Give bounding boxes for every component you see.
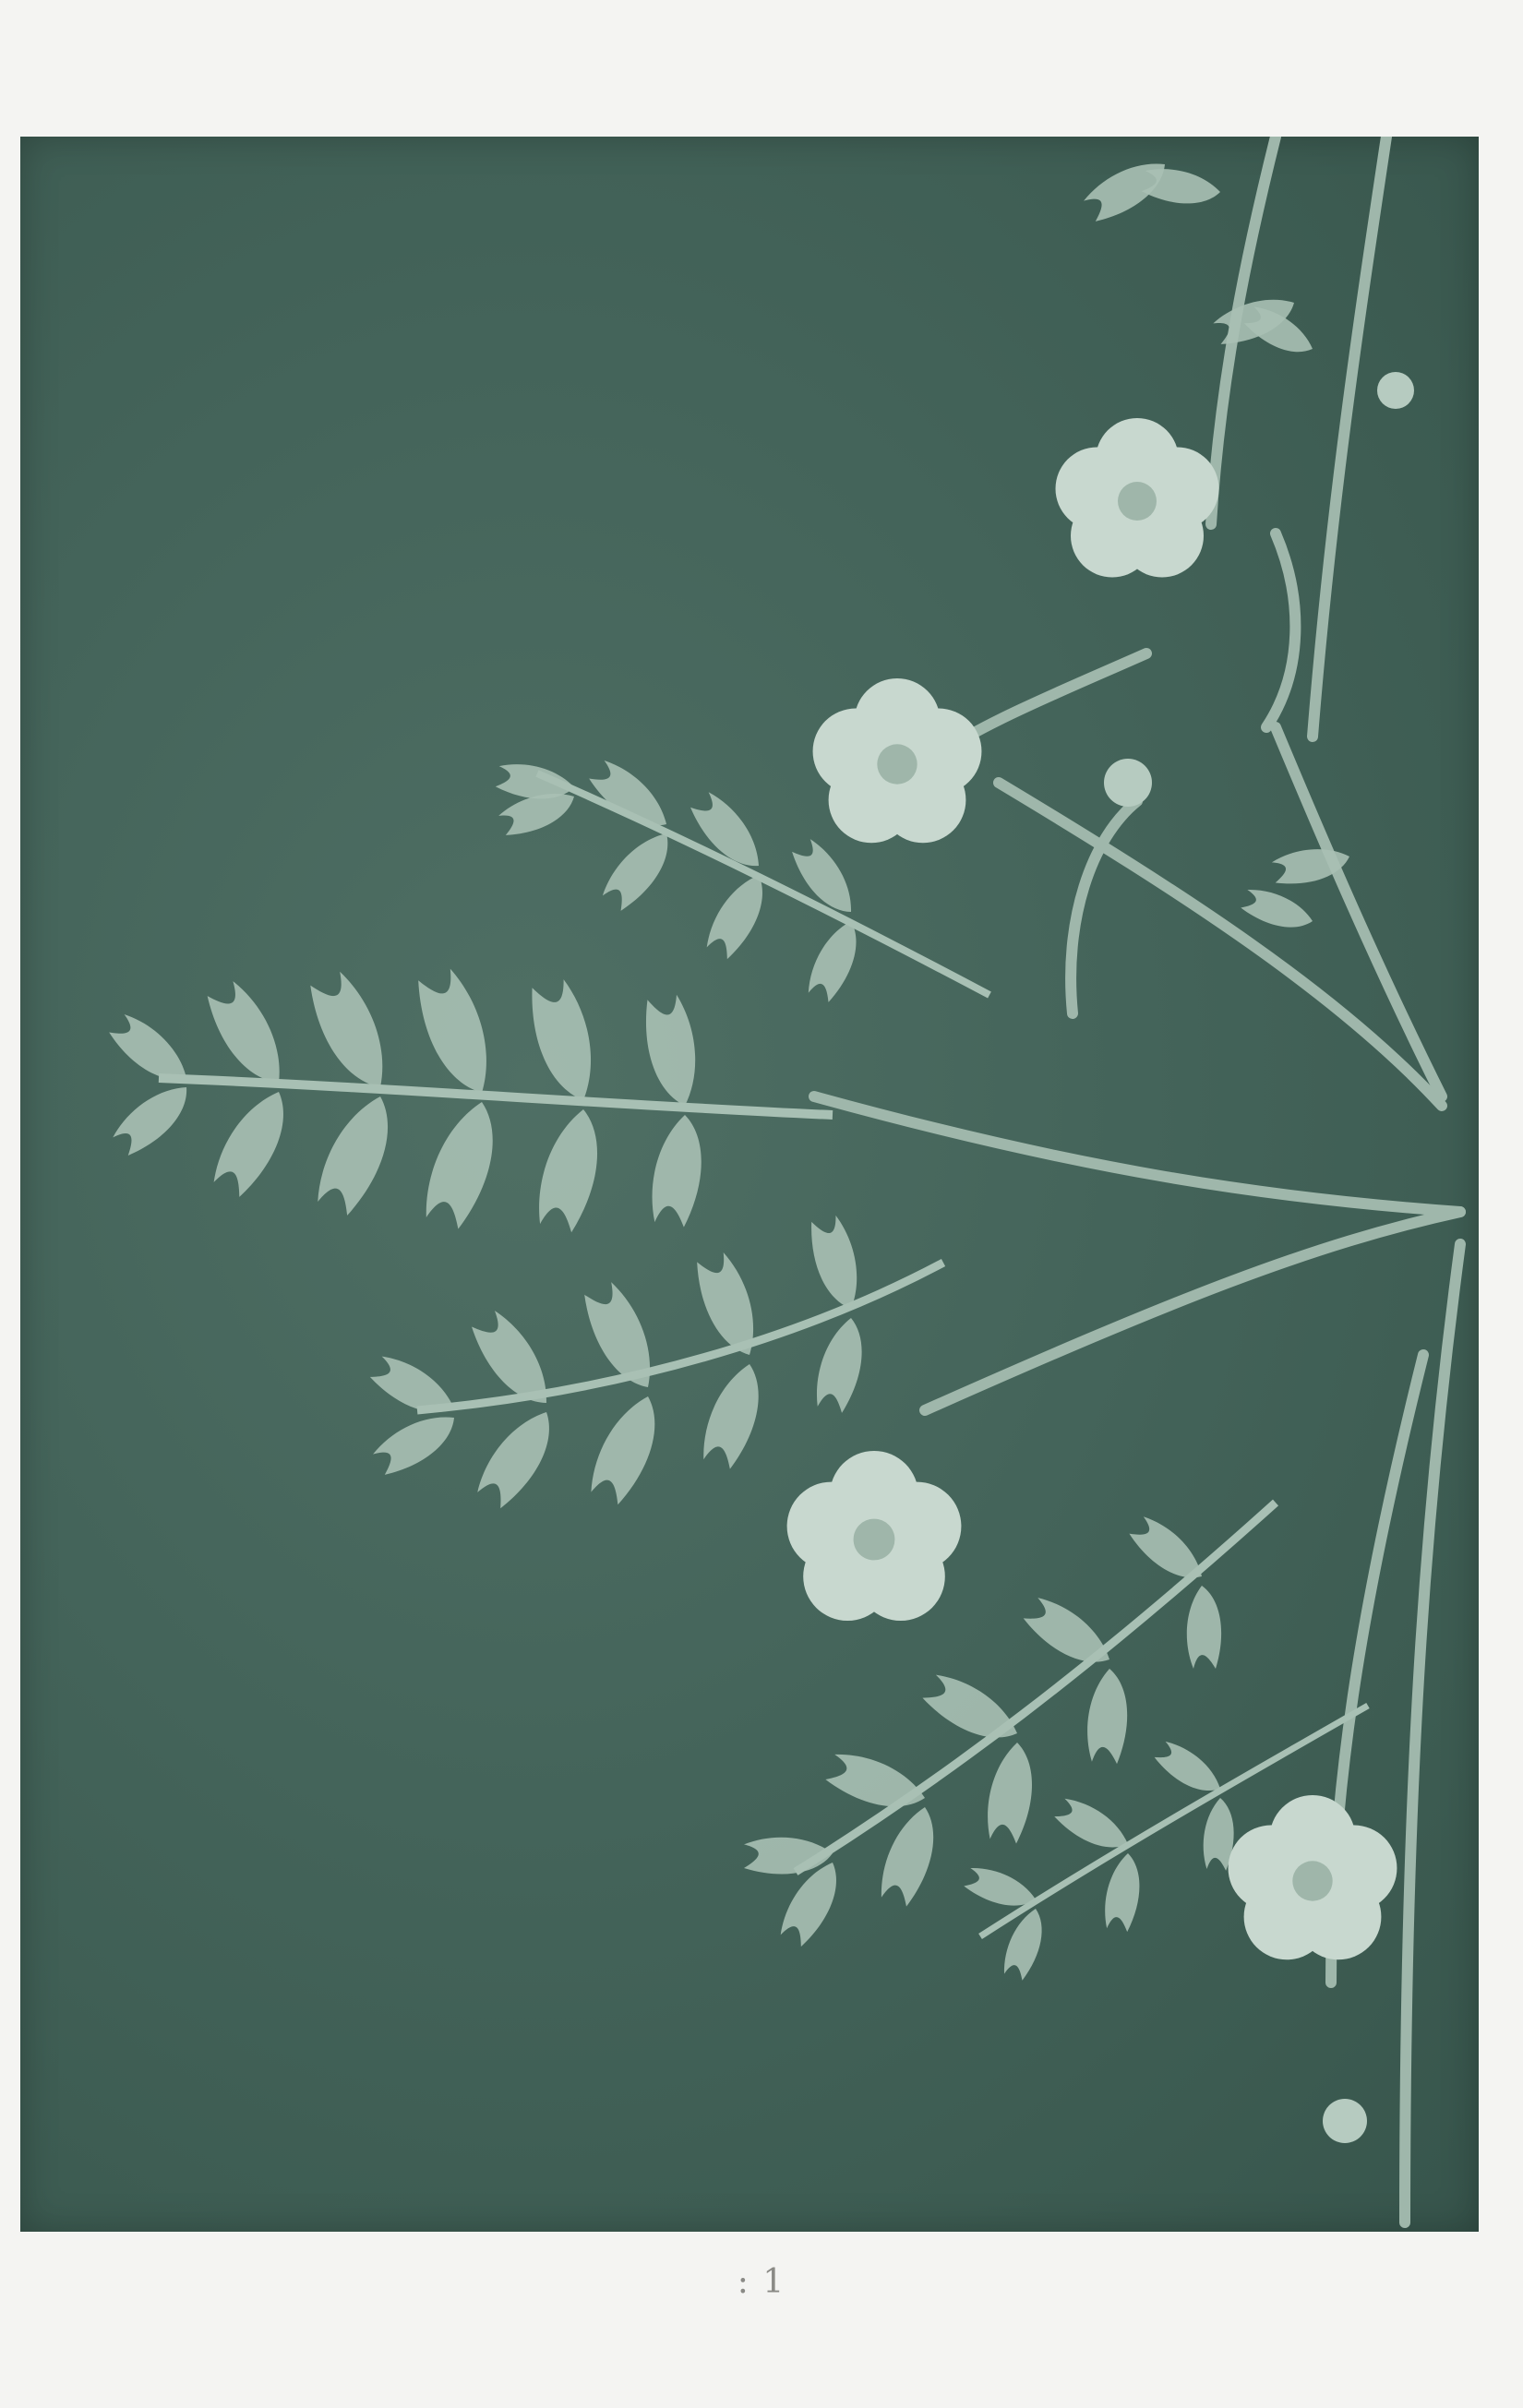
pressed-plant-illustration (20, 137, 1479, 2232)
page-number: : 1 (737, 2263, 786, 2301)
leaf-frond-left (105, 965, 833, 1235)
botanical-photograph-plate (20, 137, 1479, 2232)
flower-bud (1104, 759, 1152, 807)
flower-top (1056, 418, 1219, 578)
flower-upper-middle (813, 678, 982, 843)
flower-bottom (1229, 1795, 1397, 1959)
flower-middle (787, 1451, 962, 1621)
flower-bud (1323, 2099, 1367, 2143)
flower-bud (1377, 372, 1414, 409)
